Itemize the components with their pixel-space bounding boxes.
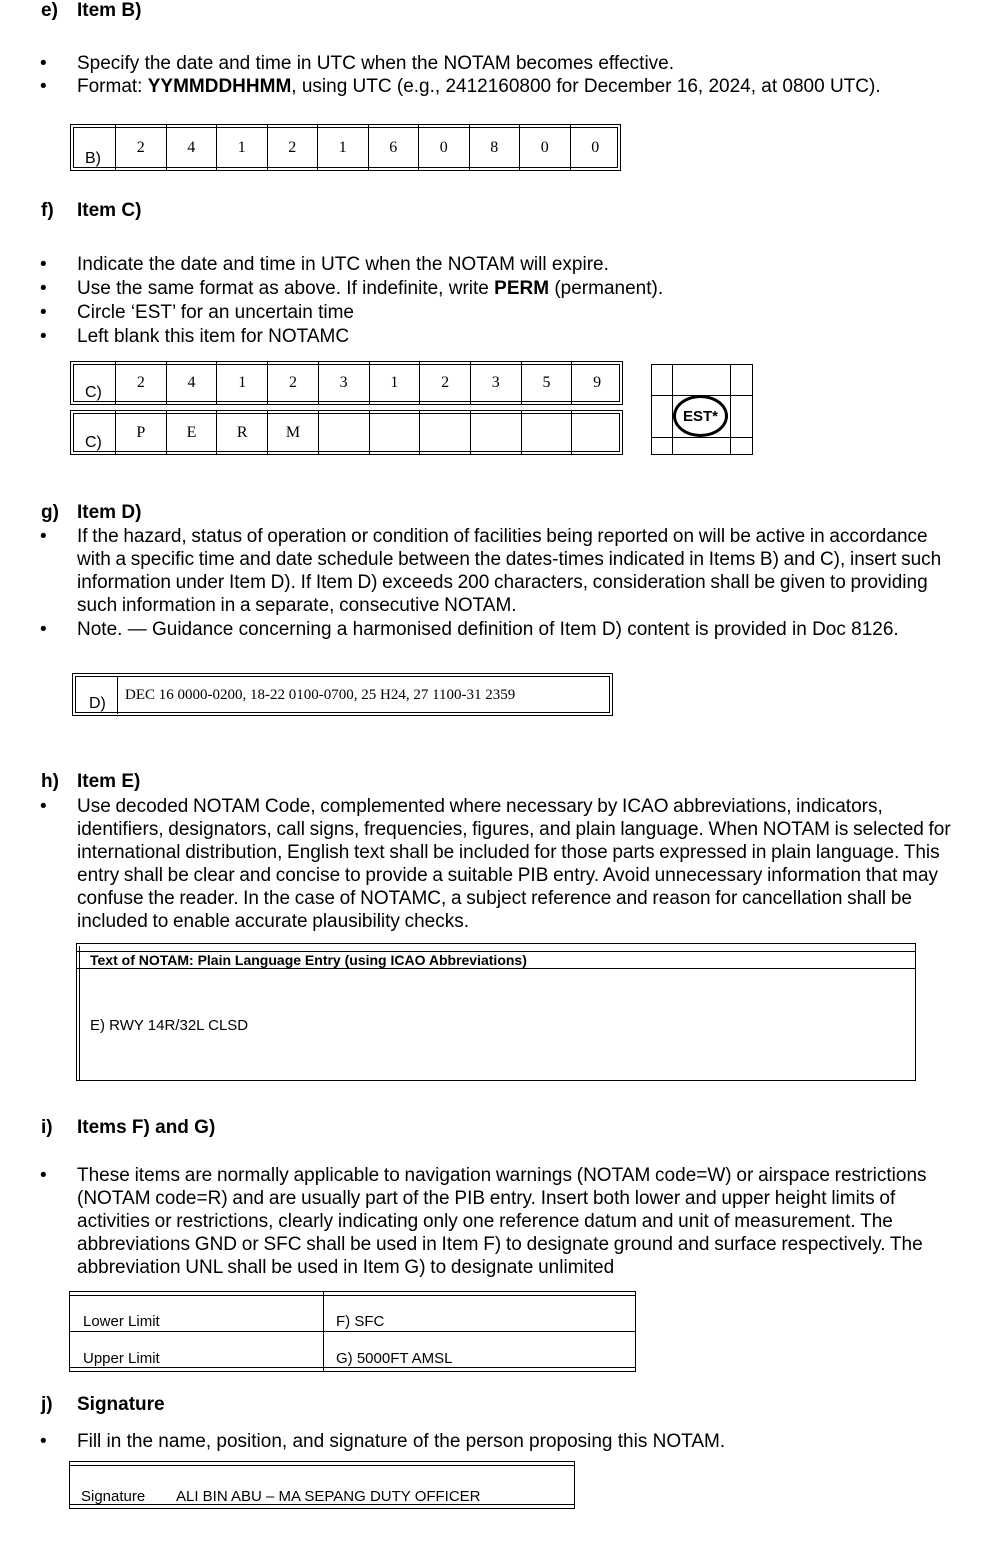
grid-cell: 2 [268,125,319,170]
grid-cell: 1 [217,362,268,404]
grid-cell: 0 [591,138,600,156]
grid-cell: 5 [522,362,573,404]
grid-cell: 3 [319,362,370,404]
grid-cell: 2 [116,125,167,170]
item-c-grid-perm [70,410,623,455]
section-title: Items F) and G) [77,1117,216,1138]
item-e-value: E) RWY 14R/32L CLSD [90,1017,249,1034]
item-e-box [76,943,916,1081]
grid-cell [572,411,622,454]
est-circle[interactable]: EST* [673,395,728,437]
section-letter: g) [41,502,59,523]
box-label: D) [89,695,106,712]
grid-cell: 2 [420,362,471,404]
grid-cell: 8 [470,125,521,170]
item-b-grid [70,124,621,171]
grid-label: B) [85,150,101,167]
item-d-box [72,673,613,716]
item-e-header: Text of NOTAM: Plain Language Entry (using ICAO Abbreviations) [90,952,527,968]
limits-table [69,1291,636,1372]
section-letter: e) [41,0,58,21]
section-title: Item B) [77,0,142,21]
item-d-value: DEC 16 0000-0200, 18-22 0100-0700, 25 H24, 27 1100-31 2359 [125,687,516,703]
item-c-grid-datetime [70,361,623,405]
section-title: Item E) [77,771,141,792]
grid-cell: 4 [167,362,218,404]
grid-cell [471,411,522,454]
grid-label: C) [85,434,102,451]
section-letter: f) [41,200,54,221]
grid-cell: 1 [370,362,421,404]
grid-cell: 2 [268,362,319,404]
grid-cell: 0 [520,125,571,170]
grid-cell: 0 [419,125,470,170]
upper-limit-value: G) 5000FT AMSL [336,1350,453,1367]
grid-cell: 1 [318,125,369,170]
grid-cell: 2 [116,362,167,404]
signature-value: ALI BIN ABU – MA SEPANG DUTY OFFICER [176,1488,481,1505]
grid-cell: R [217,411,268,454]
grid-cell: P [116,411,167,454]
grid-cell [319,411,370,454]
section-letter: h) [41,771,59,792]
section-title: Item D) [77,502,142,523]
grid-cell: 9 [593,374,602,391]
lower-limit-label: Lower Limit [83,1313,160,1330]
est-box [651,364,753,455]
signature-box [69,1461,575,1509]
grid-cell [420,411,471,454]
grid-cell: M [268,411,319,454]
upper-limit-label: Upper Limit [83,1350,160,1367]
section-title: Item C) [77,200,142,221]
grid-cell [370,411,421,454]
section-letter: i) [41,1117,53,1138]
grid-cell [522,411,573,454]
grid-cell: E [167,411,218,454]
grid-cell: 3 [471,362,522,404]
grid-cell: 6 [369,125,420,170]
section-letter: j) [41,1394,53,1415]
grid-cell: 4 [167,125,218,170]
lower-limit-value: F) SFC [336,1313,385,1330]
grid-label: C) [85,384,102,401]
signature-label: Signature [81,1488,146,1505]
grid-cell: 1 [217,125,268,170]
section-title: Signature [77,1394,165,1415]
